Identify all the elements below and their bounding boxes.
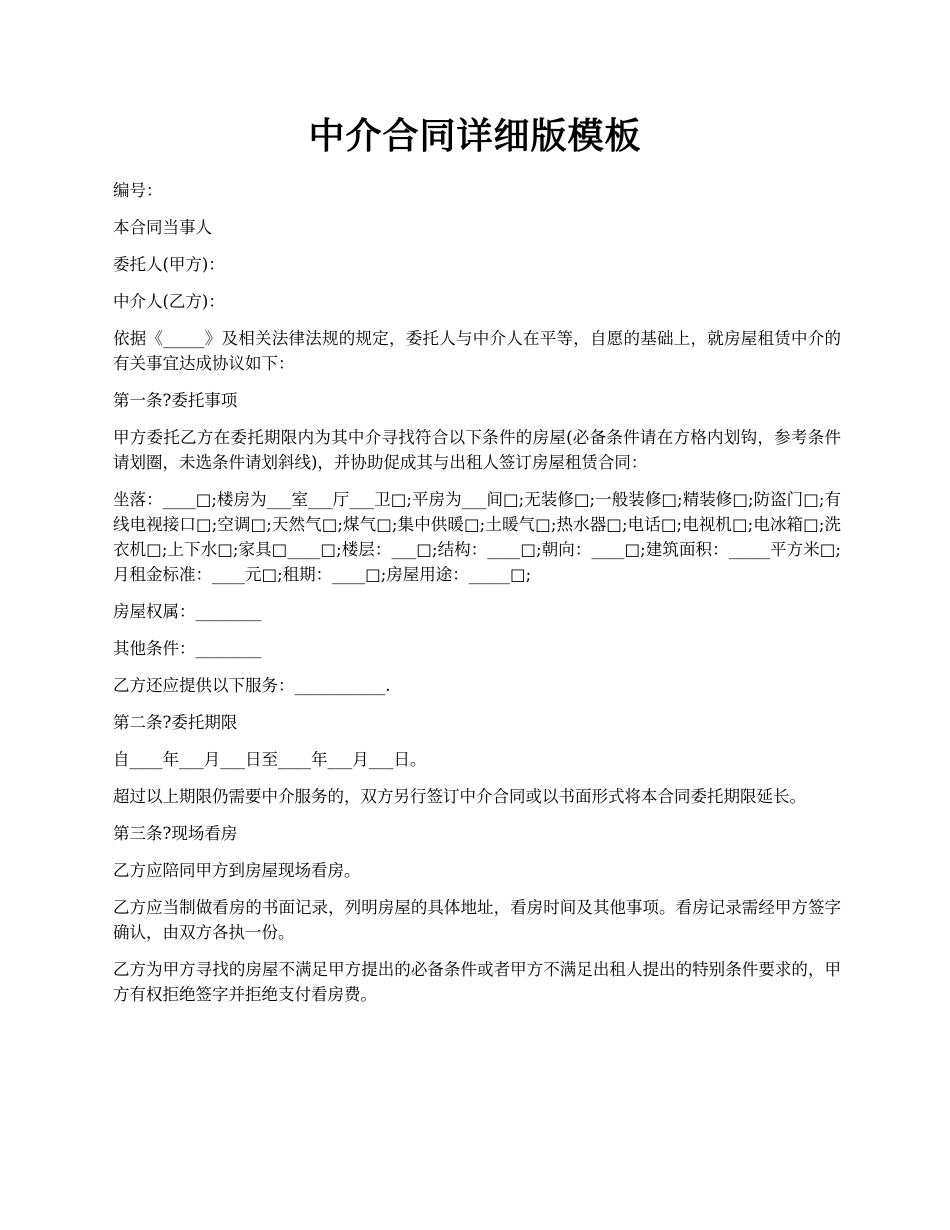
other-conditions-line: 其他条件：________ <box>113 639 262 658</box>
extra-services-line: 乙方还应提供以下服务：___________. <box>113 676 391 695</box>
party-a-line: 委托人(甲方)： <box>113 255 225 274</box>
term-extension-paragraph: 超过以上期限仍需要中介服务的，双方另行签订中介合同或以书面形式将本合同委托期限延长。 <box>113 787 806 806</box>
article-2-heading: 第二条?委托期限 <box>113 713 238 732</box>
viewing-accompany-paragraph: 乙方应陪同甲方到房屋现场看房。 <box>113 861 361 880</box>
article-3-heading: 第三条?现场看房 <box>113 824 238 843</box>
document-title: 中介合同详细版模板 <box>308 115 642 157</box>
serial-number-line: 编号： <box>113 181 163 200</box>
entrustment-paragraph: 甲方委托乙方在委托期限内为其中介寻找符合以下条件的房屋(必备条件请在方格内划钩，参考条件请划圈，未选条件请划斜线)，并协助促成其与出租人签订房屋租赁合同： <box>113 428 841 472</box>
article-1-heading: 第一条?委托事项 <box>113 391 238 410</box>
party-b-line: 中介人(乙方)： <box>113 292 225 311</box>
parties-heading: 本合同当事人 <box>113 218 212 237</box>
viewing-refusal-paragraph: 乙方为甲方寻找的房屋不满足甲方提出的必备条件或者甲方不满足出租人提出的特别条件要求的，甲方有权拒绝签字并拒绝支付看房费。 <box>113 960 841 1004</box>
document-body <box>113 178 841 1019</box>
viewing-record-paragraph: 乙方应当制做看房的书面记录，列明房屋的具体地址，看房时间及其他事项。看房记录需经甲方签字确认，由双方各执一份。 <box>113 898 841 942</box>
term-dates-line: 自____年___月___日至____年___月___日。 <box>113 750 427 769</box>
legal-basis-paragraph: 依据《_____》及相关法律法规的规定，委托人与中介人在平等，自愿的基础上，就房屋租赁中介的有关事宜达成协议如下： <box>113 329 841 373</box>
property-conditions-paragraph: 坐落：____□;楼房为___室___厅___卫□;平房为___间□;无装修□;一般装修□;精装修□;防盗门□;有线电视接口□;空调□;天然气□;煤气□;集中供暖□;土暖气□;热水器□;电话□;电视机□;电冰箱□;洗衣机□;上下水□;家具□____□;楼层：___□;结构：____□;朝向：____□;建筑面积：_____平方米□;月租金标准：____元□;租期：____□;房屋用途：_____□; <box>113 490 841 584</box>
ownership-line: 房屋权属：________ <box>113 602 262 621</box>
